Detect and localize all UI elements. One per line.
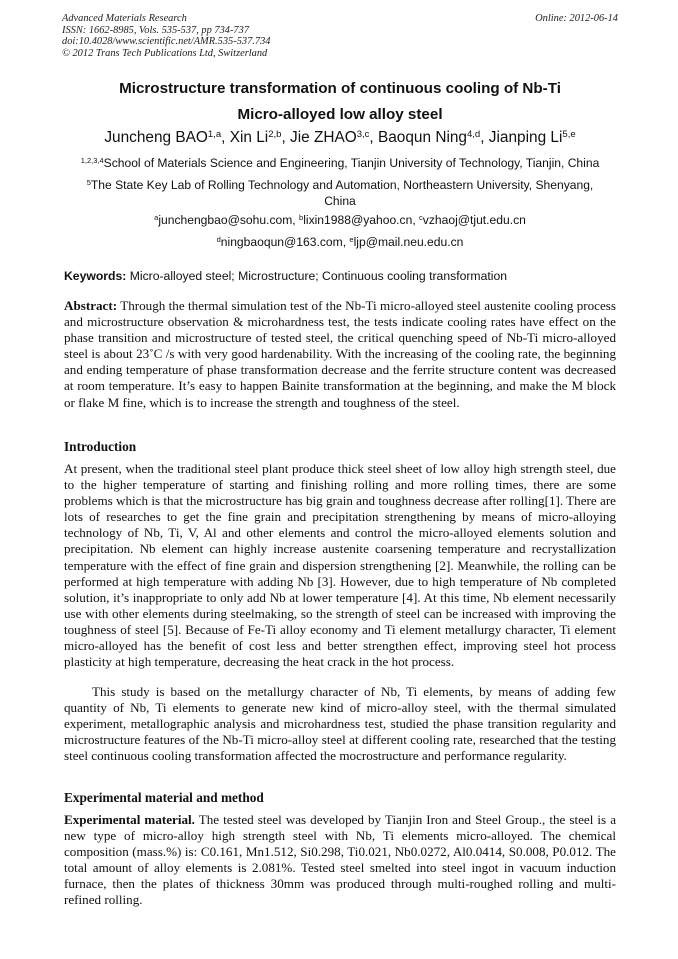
author-name: Jianping Li: [488, 129, 563, 146]
journal-name: Advanced Materials Research: [62, 13, 187, 24]
paper-title-line-2: Micro-alloyed low alloy steel: [237, 106, 443, 123]
affiliation-2: [82, 177, 598, 209]
journal-header: [62, 13, 618, 59]
email-address: lixin1988@yahoo.cn: [303, 213, 413, 227]
paper-title-line-1: Microstructure transformation of continuous cooling of Nb-Ti: [119, 80, 561, 97]
email-address: ningbaoqun@163.com: [220, 235, 343, 249]
abstract-text: Through the thermal simulation test of the Nb-Ti micro-alloyed steel austenite cooling process and microstructure observation & microhardness test, the tests indicate cooling rates have effect on the phase transition and microstructure of tested steel, the critical quenching speed of Nb-Ti micro-alloyed steel is about 23˚C /s with very good hardenability. With the increasing of the cooling rate, the beginning and ending temperature of phase transformation decrease and the ferrite structure content was decreased at room temperature. It’s easy to happen Bainite transformation at the beginning, and make the M block or flake M fine, which is to increase the strength and toughness of the steel.: [64, 298, 616, 410]
abstract: [64, 298, 616, 411]
email-marker: c: [419, 212, 423, 222]
online-date: Online: 2012-06-14: [535, 13, 618, 24]
affiliation-text: School of Materials Science and Engineering, Tianjin University of Technology, Tianjin, China: [103, 156, 600, 170]
email-marker: e: [349, 234, 354, 244]
author-affiliation-marker: 2,b: [268, 128, 282, 140]
author-affiliation-marker: 3,c: [356, 128, 370, 140]
author-name: Juncheng BAO: [104, 129, 208, 146]
affiliation-text: The State Key Lab of Rolling Technology and Automation, Northeastern University, Shenyang, China: [90, 178, 594, 208]
affiliation-1: [62, 155, 618, 171]
email-marker: d: [216, 234, 221, 244]
introduction-heading: Introduction: [64, 439, 137, 454]
author-list: Juncheng BAO$^{1,a}$, Xin Li$^{2,b}$, Jie ZHAO$^{3,c}$, Baoqun Ning$^{4,d}$, Jianping Li$^{5,e}$: [104, 128, 576, 146]
email-address: junchengbao@sohu.com: [158, 213, 293, 227]
introduction-paragraph-1: At present, when the traditional steel plant produce thick steel sheet of low alloy high strength steel, due to the higher temperature of starting and finishing rolling and more rolling times, there are some problems which is that the microstructure has big grain and toughness decrease after rolling[1]. There are lots of researches to get the fine grain and precipitation strengthening by means of micro-alloying technology of Nb, Ti, V, Al and other elements and control the micro-alloyed elements solution and precipitation. Nb element can highly increase austenite coarsening temperature and recrystallization temperature with the effect of fine grain and dispersion strengthening [2]. Meanwhile, the rolling can be performed at high temperature with adding Nb [3]. However, due to high temperature of Nb completed solution, it’s inappropriate to only add Nb at lower temperature [4]. At this time, Nb element necessarily use with other elements during steelmaking, so the strength of steel can be increased with improving the toughness of steel [5]. Because of Fe-Ti alloy economy and Ti element metallurgy character, Ti element micro-alloyed has the benefit of cost less and better strengthen effect, improving steel hot process plasticity at high temperature, decreasing the heat crack in the hot process.: [64, 461, 616, 670]
author-name: Xin Li: [229, 129, 269, 146]
affiliation-marker: 5: [86, 177, 91, 187]
email-line-2: $^d$ningbaoqun@163.com, $^e$ljp@mail.neu.edu.cn: [216, 234, 464, 249]
author-affiliation-marker: 1,a: [207, 128, 222, 140]
email-marker: a: [154, 212, 159, 222]
journal-issn: ISSN: 1662-8985, Vols. 535-537, pp 734-737: [62, 24, 250, 36]
keywords: [64, 268, 616, 284]
journal-doi: doi:10.4028/www.scientific.net/AMR.535-537.734: [62, 36, 271, 48]
abstract-label: Abstract:: [64, 298, 118, 313]
experimental-heading: Experimental material and method: [64, 790, 264, 805]
experimental-material-text: The tested steel was developed by Tianjin Iron and Steel Group., the steel is a new type of micro-alloy high strength steel with Nb, Ti elements micro-alloyed. The chemical composition (mass.%) is: C0.161, Mn1.512, Si0.298, Ti0.021, Nb0.0272, Al0.0414, S0.008, P0.012. The total amount of alloy elements is 2.081%. Tested steel smelted into steel ingot in vacuum induction furnace, then the plates of thickness 30mm was produced through multi-roughed rolling and multi-refined rolling.: [64, 812, 617, 908]
author-affiliation-marker: 4,d: [466, 128, 481, 140]
keywords-label: Keywords:: [64, 269, 127, 283]
journal-copyright: © 2012 Trans Tech Publications Ltd, Switzerland: [62, 47, 268, 59]
experimental-material-label: Experimental material.: [64, 812, 195, 827]
introduction-paragraph-2: This study is based on the metallurgy character of Nb, Ti elements, by means of adding few quantity of Nb, Ti elements to generate new kind of micro-alloy steel, with the thermal simulated experiment, metallographic analysis and microhardness test, studied the phase transition regularity and microstructure features of the Nb-Ti micro-alloy steel at different cooling rate, researched that the testing steel continuous cooling transformation affected the mocrostructure and performance regularity.: [64, 684, 616, 764]
affiliation-marker: 1,2,3,4: [80, 155, 104, 165]
email-marker: b: [299, 212, 304, 222]
author-name: Jie ZHAO: [290, 129, 357, 146]
experimental-material-paragraph: [64, 812, 616, 909]
email-line-1: $^a$junchengbao@sohu.com, $^b$lixin1988@yahoo.cn, $^c$vzhaoj@tjut.edu.cn: [154, 212, 526, 227]
author-name: Baoqun Ning: [377, 129, 467, 146]
email-address: vzhaoj@tjut.edu.cn: [422, 213, 526, 227]
email-address: ljp@mail.neu.edu.cn: [353, 235, 464, 249]
author-affiliation-marker: 5,e: [562, 128, 576, 140]
keywords-text: Micro-alloyed steel; Microstructure; Continuous cooling transformation: [129, 269, 507, 283]
